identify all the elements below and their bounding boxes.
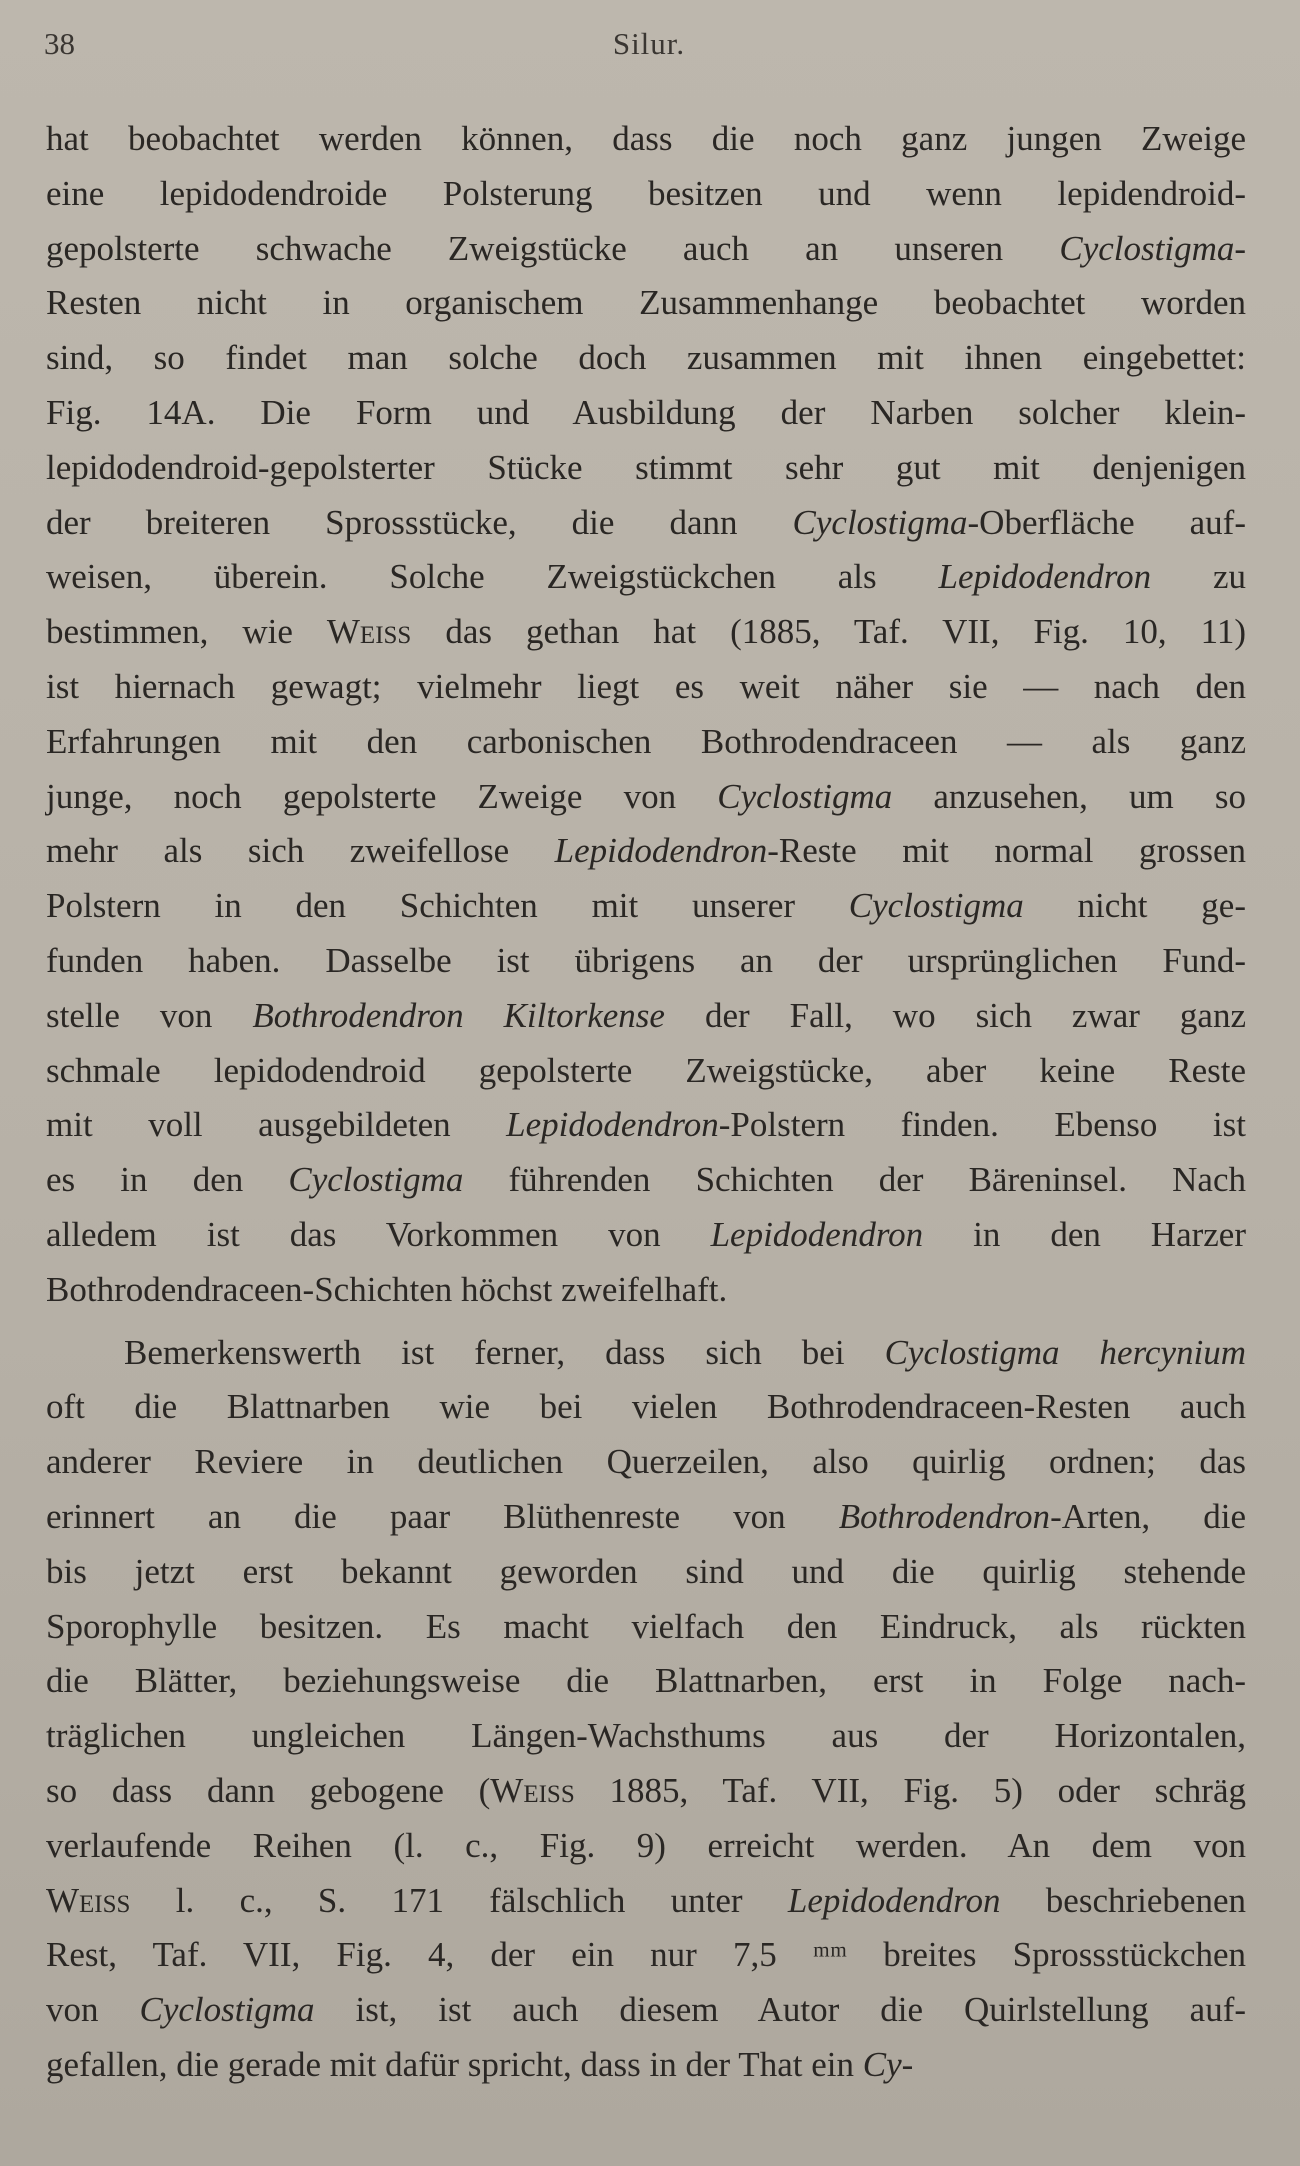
text-run: -Polstern finden. Ebenso ist (718, 1105, 1246, 1145)
text-run: anderer Reviere in deutlichen Querzeilen, also quirlig ordnen; das (46, 1442, 1246, 1482)
paragraph-gap (46, 1318, 1246, 1326)
text-line (46, 1928, 1246, 1983)
italic-text: Cyclostigma (792, 502, 968, 542)
page-number: 38 (44, 26, 75, 61)
text-run: das gethan hat (1885, Taf. VII, Fig. 10, 11) (411, 612, 1247, 652)
text-line (46, 112, 1246, 167)
text-run: führenden Schichten der Bäreninsel. Nach (463, 1160, 1247, 1200)
text-line (46, 1874, 1246, 1929)
text-line (46, 1098, 1246, 1153)
text-run: träglichen ungleichen Längen-Wachsthums aus der Horizontalen, (46, 1716, 1246, 1756)
text-line (46, 1208, 1246, 1263)
text-line (46, 441, 1246, 496)
text-run: die Blätter, beziehungsweise die Blattnarben, erst in Folge nach- (46, 1661, 1246, 1701)
text-run: schmale lepidodendroid gepolsterte Zweigstücke, aber keine Reste (46, 1050, 1246, 1090)
text-run: sind, so findet man solche doch zusammen mit ihnen eingebettet: (46, 338, 1246, 378)
text-line (46, 715, 1246, 770)
italic-text: Bothrodendron (838, 1496, 1051, 1536)
text-run: -Reste mit normal grossen (767, 831, 1246, 871)
text-line (46, 1709, 1246, 1764)
italic-text: Cy- (862, 2044, 914, 2084)
text-run: junge, noch gepolsterte Zweige von (46, 776, 718, 816)
text-line (46, 1263, 1246, 1318)
italic-text: Lepidodendron (787, 1880, 1001, 1920)
italic-text: Cyclostigma (139, 1990, 315, 2030)
text-line (46, 386, 1246, 441)
italic-text: Cyclostigma (717, 776, 893, 816)
text-run: verlaufende Reihen (l. c., Fig. 9) erreicht werden. An dem von (46, 1825, 1246, 1865)
italic-text: Cyclostigma (848, 886, 1024, 926)
italic-text: Cyclostigma hercynium (884, 1332, 1246, 1372)
text-line (46, 1600, 1246, 1655)
text-run: Bothrodendraceen-Schichten höchst zweifelhaft. (46, 1269, 728, 1309)
text-run: anzusehen, um so (892, 776, 1247, 816)
text-run: bestimmen, wie (46, 612, 327, 652)
text-line (46, 1764, 1246, 1819)
text-run: der breiteren Sprossstücke, die dann (46, 502, 793, 542)
text-run: Rest, Taf. VII, Fig. 4, der ein nur 7,5 ᵐᵐ breites Sprossstückchen (46, 1935, 1246, 1975)
text-run: lepidodendroid-gepolsterter Stücke stimmt sehr gut mit denjenigen (46, 447, 1246, 487)
text-line (46, 1819, 1246, 1874)
text-run: es in den (46, 1160, 289, 1200)
paragraph-2 (46, 1326, 1246, 2093)
text-run: funden haben. Dasselbe ist übrigens an der ursprünglichen Fund- (46, 940, 1246, 980)
text-run: zu (1151, 557, 1246, 597)
text-line (46, 1545, 1246, 1600)
text-run: gepolsterte schwache Zweigstücke auch an unseren (46, 228, 1060, 268)
text-line (46, 1490, 1246, 1545)
text-run: beschriebenen (1000, 1880, 1246, 1920)
text-line (46, 2038, 1246, 2093)
text-run: weisen, überein. Solche Zweigstückchen als (46, 557, 939, 597)
text-line (46, 1983, 1246, 2038)
text-line (46, 1153, 1246, 1208)
text-line (46, 1380, 1246, 1435)
text-run: 1885, Taf. VII, Fig. 5) oder schräg (574, 1770, 1246, 1810)
italic-text: Lepidodendron (710, 1214, 924, 1254)
text-run: Polstern in den Schichten mit unserer (46, 886, 849, 926)
author-name: Weiss (490, 1770, 575, 1810)
text-run: gefallen, die gerade mit dafür spricht, dass in der That ein (46, 2044, 863, 2084)
text-line (46, 1326, 1246, 1381)
text-line (46, 1435, 1246, 1490)
text-line (46, 167, 1246, 222)
page-header (44, 26, 1254, 74)
text-run: oft die Blattnarben wie bei vielen Bothrodendraceen-Resten auch (46, 1387, 1246, 1427)
text-run: Fig. 14A. Die Form und Ausbildung der Narben solcher klein- (46, 392, 1246, 432)
text-run: von (46, 1990, 140, 2030)
running-head: Silur. (612, 26, 686, 61)
italic-text: Lepidodendron (938, 557, 1152, 597)
text-line (46, 331, 1246, 386)
body-text (46, 112, 1246, 2093)
author-name: Weiss (46, 1880, 131, 1920)
text-line (46, 222, 1246, 277)
text-run: Bemerkenswerth ist ferner, dass sich bei (124, 1332, 885, 1372)
text-line (46, 989, 1246, 1044)
text-line (46, 496, 1246, 551)
author-name: Weiss (326, 612, 412, 652)
paragraph-1 (46, 112, 1246, 1318)
text-run: Erfahrungen mit den carbonischen Bothrodendraceen — als ganz (46, 721, 1246, 761)
text-run: Resten nicht in organischem Zusammenhange beobachtet worden (46, 283, 1246, 323)
text-line (46, 770, 1246, 825)
text-line (46, 824, 1246, 879)
text-run: ist hiernach gewagt; vielmehr liegt es weit näher sie — nach den (46, 666, 1246, 706)
text-run: l. c., S. 171 fälschlich unter (130, 1880, 788, 1920)
text-run: so dass dann gebogene ( (46, 1770, 491, 1810)
text-run: -Oberfläche auf- (967, 502, 1246, 542)
text-run: Sporophylle besitzen. Es macht vielfach den Eindruck, als rückten (46, 1606, 1246, 1646)
text-line (46, 879, 1246, 934)
text-line (46, 605, 1246, 660)
text-line (46, 550, 1246, 605)
text-run: ist, ist auch diesem Autor die Quirlstellung auf- (314, 1990, 1247, 2030)
italic-text: Cyclostigma (288, 1160, 464, 1200)
text-run: nicht ge- (1023, 886, 1246, 926)
text-line (46, 660, 1246, 715)
text-line (46, 1654, 1246, 1709)
text-run: eine lepidodendroide Polsterung besitzen und wenn lepidendroid- (46, 173, 1246, 213)
text-run: bis jetzt erst bekannt geworden sind und die quirlig stehende (46, 1551, 1246, 1591)
text-run: stelle von (46, 995, 253, 1035)
italic-text: Bothrodendron Kiltorkense (252, 995, 665, 1035)
text-run: der Fall, wo sich zwar ganz (664, 995, 1246, 1035)
text-run: alledem ist das Vorkommen von (46, 1214, 711, 1254)
text-run: erinnert an die paar Blüthenreste von (46, 1496, 839, 1536)
italic-text: Lepidodendron (506, 1105, 719, 1145)
text-run: -Arten, die (1050, 1496, 1247, 1536)
text-run: in den Harzer (923, 1214, 1246, 1254)
text-run: mehr als sich zweifellose (46, 831, 555, 871)
italic-text: Lepidodendron (554, 831, 768, 871)
text-run: mit voll ausgebildeten (46, 1105, 507, 1145)
text-run: hat beobachtet werden können, dass die noch ganz jungen Zweige (46, 119, 1246, 158)
italic-text: Cyclostigma- (1059, 228, 1246, 268)
text-line (46, 276, 1246, 331)
text-line (46, 1044, 1246, 1099)
text-line (46, 934, 1246, 989)
